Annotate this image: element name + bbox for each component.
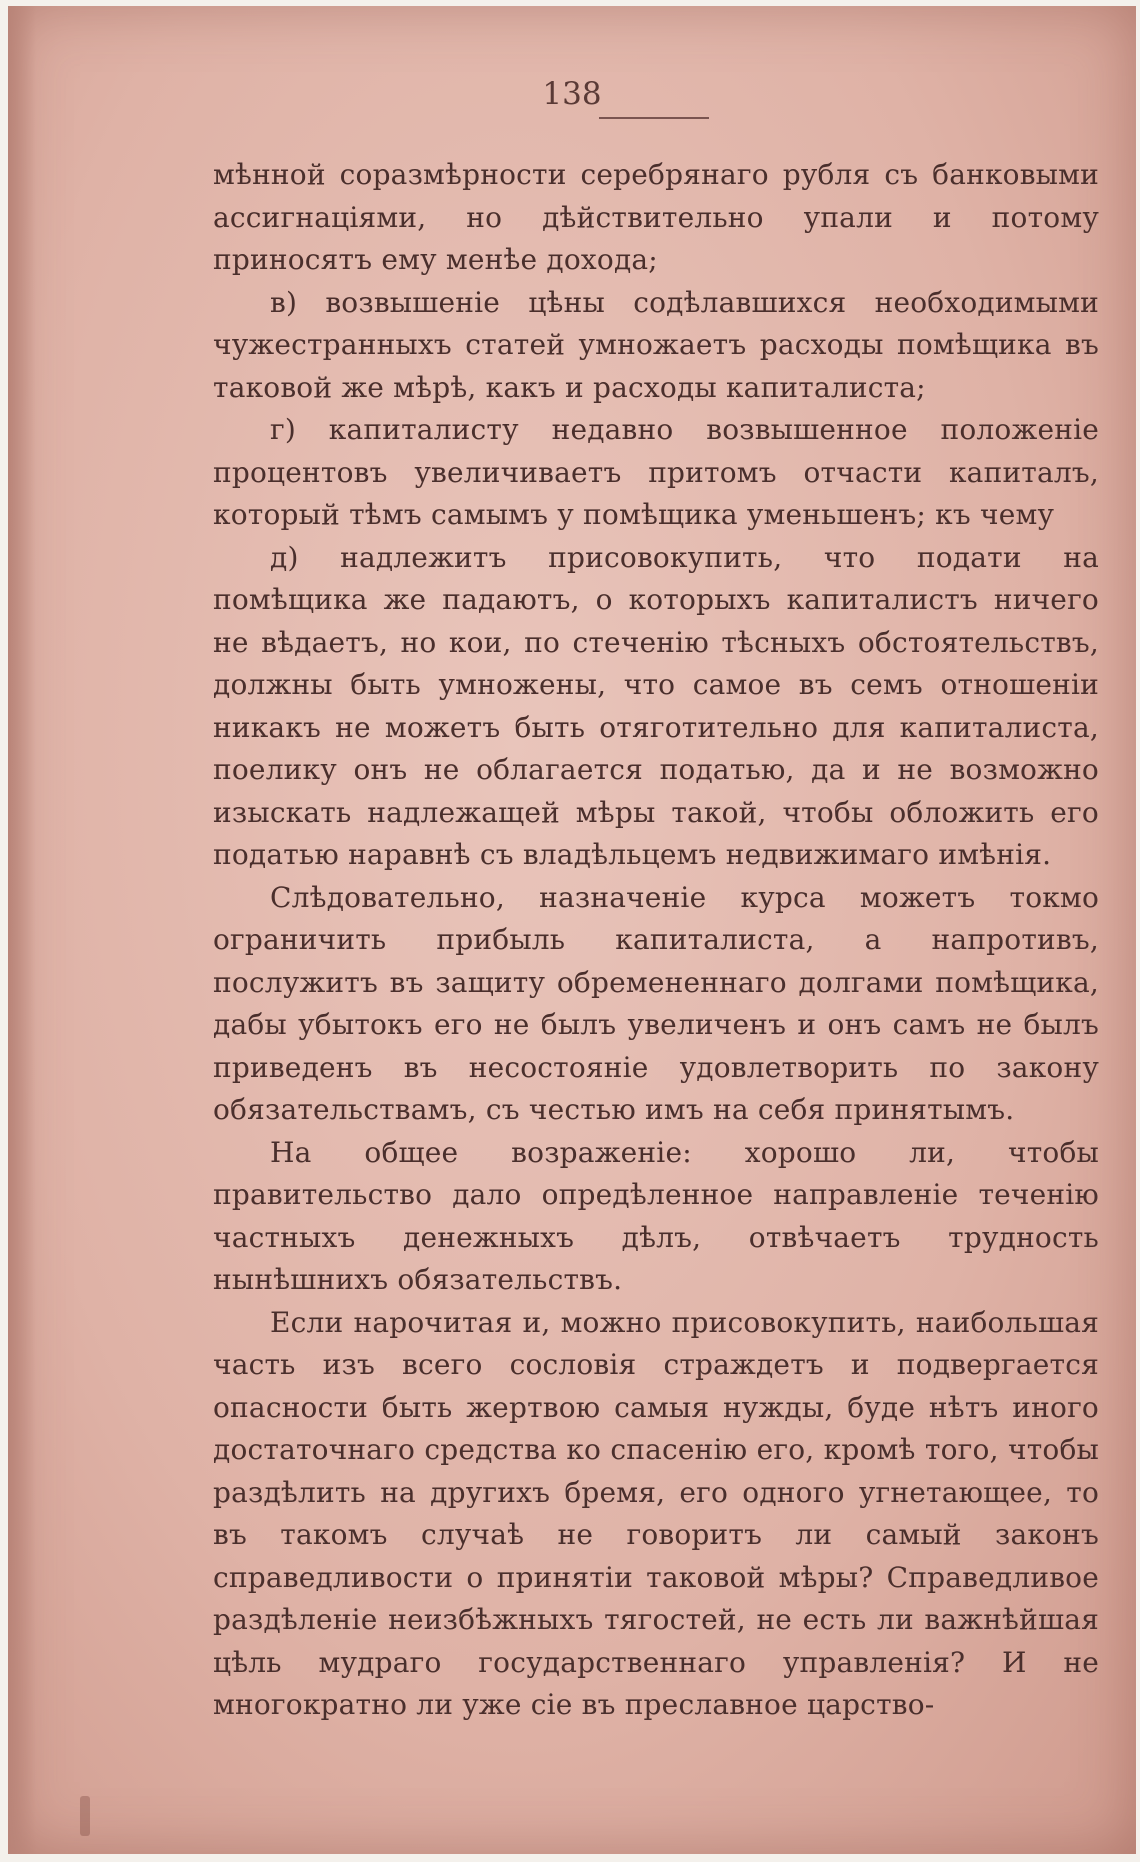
ink-smudge xyxy=(80,1796,90,1836)
header-rule xyxy=(599,117,709,119)
page-edge-shadow xyxy=(8,6,36,1854)
paragraph-5: Слѣдовательно, назначеніе курса можетъ токмо ограничить прибыль капиталиста, а напротивъ, послужитъ въ защиту обремененнаго долгами помѣщика, дабы убытокъ его не былъ увеличенъ и онъ самъ не былъ приведенъ въ несостояніе удовлетворить по закону обязательствамъ, съ честью имъ на себя принятымъ. xyxy=(213,880,1099,1126)
page-number: 138 xyxy=(542,76,602,112)
paragraph-3: г) капиталисту недавно возвышенное положеніе процентовъ увеличиваетъ притомъ отчасти капиталъ, который тѣмъ самымъ у помѣщика уменьшенъ; къ чему xyxy=(213,413,1099,531)
paragraph-1: мѣнной соразмѣрности серебрянаго рубля съ банковыми ассигнаціями, но дѣйствительно упали и потому приносятъ ему менѣе дохода; xyxy=(213,158,1099,276)
paragraph-6: На общее возраженіе: хорошо ли, чтобы правительство дало опредѣленное направленіе теченію частныхъ денежныхъ дѣлъ, отвѣчаетъ трудность нынѣшнихъ обязательствъ. xyxy=(213,1135,1099,1296)
paragraph-2: в) возвышеніе цѣны содѣлавшихся необходимыми чужестранныхъ статей умножаетъ расходы помѣщика въ таковой же мѣрѣ, какъ и расходы капиталиста; xyxy=(213,285,1099,404)
book-page xyxy=(8,6,1136,1854)
paragraph-7: Если нарочитая и, можно присовокупить, наибольшая часть изъ всего сословія страждетъ и подвергается опасности быть жертвою самыя нужды, буде нѣтъ иного достаточнаго средства ко спасенію его, кромѣ того, чтобы раздѣлить на другихъ бремя, его одного угнетающее, то въ такомъ случаѣ не говоритъ ли самый законъ справедливости о принятіи таковой мѣры? Справедливое раздѣленіе неизбѣжныхъ тягостей, не есть ли важнѣйшая цѣль мудраго государственнаго управленія? И не многократно ли уже сіе въ преславное царство- xyxy=(213,1305,1099,1721)
paragraph-4: д) надлежитъ присовокупить, что подати на помѣщика же падаютъ, о которыхъ капиталистъ ничего не вѣдаетъ, но кои, по стеченію тѣсныхъ обстоятельствъ, должны быть умножены, что самое въ семъ отношеніи никакъ не можетъ быть отяготительно для капиталиста, поелику онъ не облагается податью, да и не возможно изыскать надлежащей мѣры такой, чтобы обложить его податью наравнѣ съ владѣльцемъ недвижимаго имѣнія. xyxy=(213,540,1099,871)
body-text xyxy=(213,154,1099,1727)
